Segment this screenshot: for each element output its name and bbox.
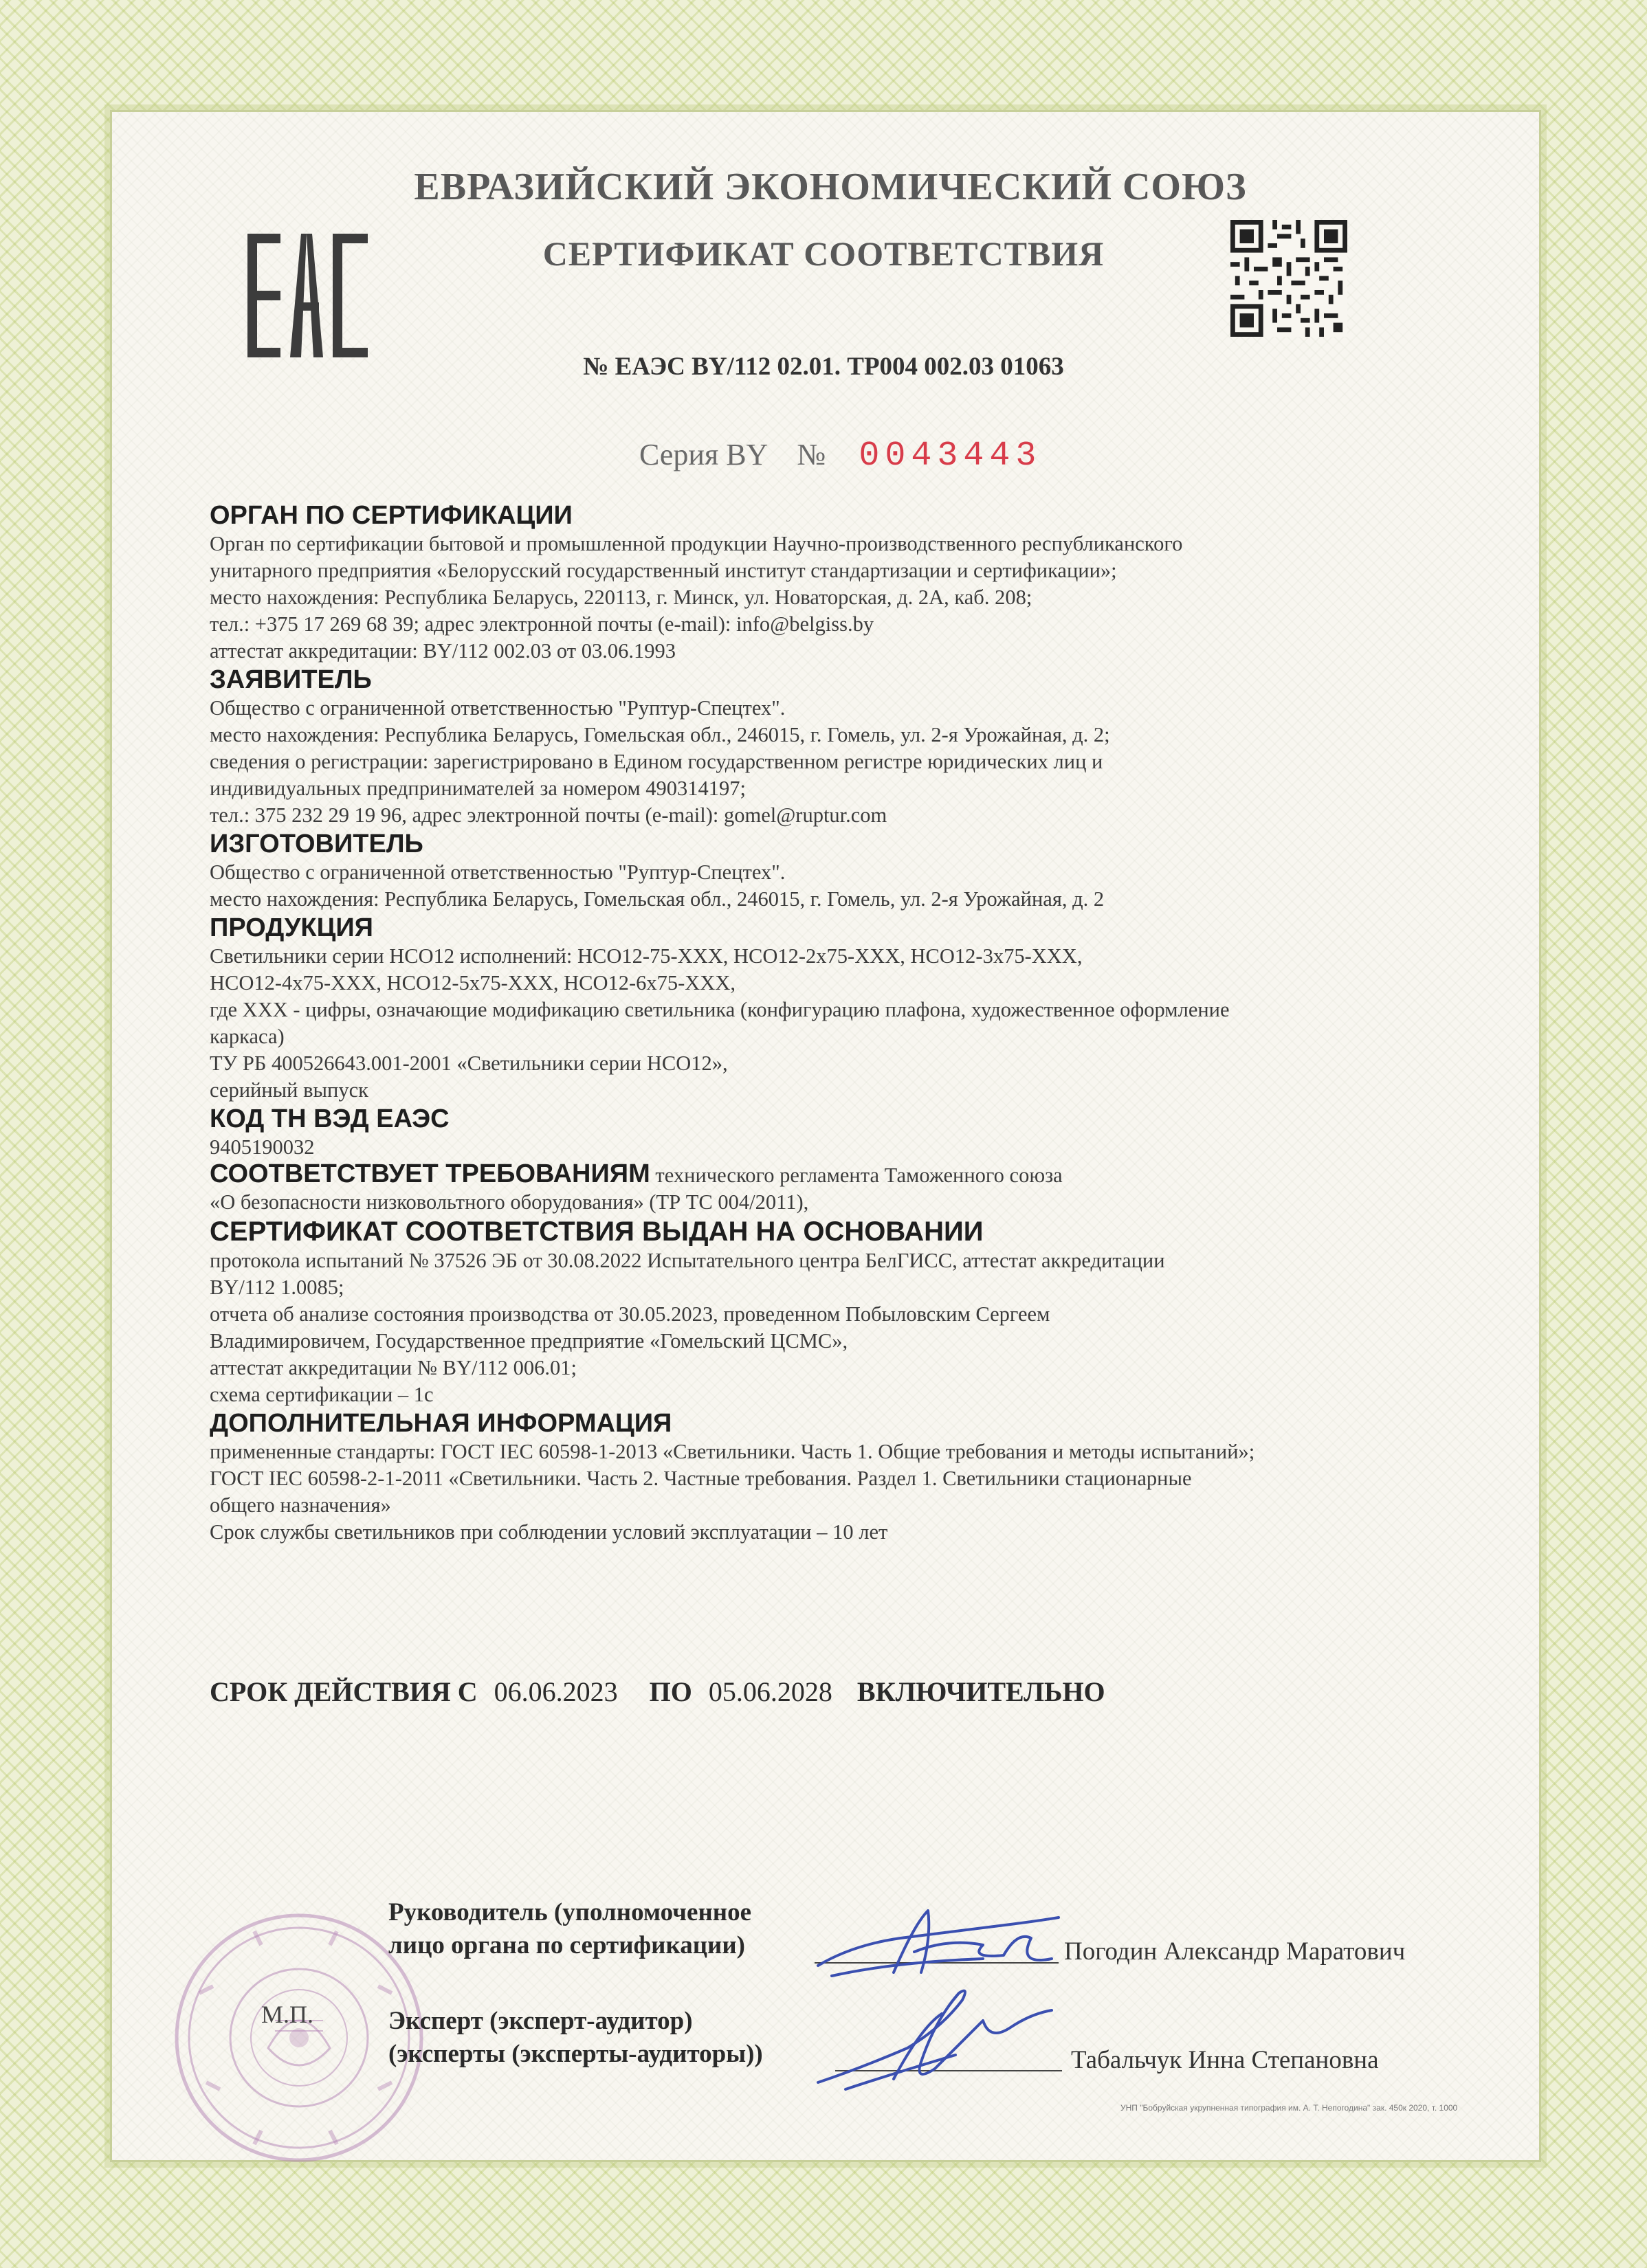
organ-line: место нахождения: Республика Беларусь, 220113, г. Минск, ул. Новаторская, д. 2А, каб. 208;	[210, 586, 1032, 609]
validity-inclusive: ВКЛЮЧИТЕЛЬНО	[856, 1676, 1105, 1707]
validity-period	[210, 1676, 1105, 1708]
conformity-inline-text: технического регламента Таможенного союза	[655, 1164, 1063, 1187]
head-signature-icon	[811, 1897, 1072, 1986]
product-line: где ХХХ - цифры, означающие модификацию светильника (конфигурацию плафона, художественное оформление	[210, 998, 1230, 1021]
organ-line: тел.: +375 17 269 68 39; адрес электронной почты (e-mail): info@belgiss.by	[210, 612, 874, 636]
code-heading: КОД ТН ВЭД ЕАЭС	[210, 1104, 450, 1133]
expert-signature-icon	[804, 1979, 1079, 2096]
applicant-line: индивидуальных предпринимателей за номером 490314197;	[210, 777, 746, 800]
basis-line: отчета об анализе состояния производства от 30.05.2023, проведенном Побыловским Сергеем	[210, 1302, 1050, 1326]
product-line: Светильники серии НСО12 исполнений: НСО12-75-ХХХ, НСО12-2х75-ХХХ, НСО12-3х75-ХХХ,	[210, 944, 1083, 968]
head-label-1: Руководитель (уполномоченное	[388, 1898, 752, 1926]
basis-line: Владимировичем, Государственное предприятие «Гомельский ЦСМС»,	[210, 1329, 848, 1353]
basis-line: протокола испытаний № 37526 ЭБ от 30.08.2022 Испытательного центра БелГИСС, аттестат аккредитации	[210, 1249, 1165, 1272]
applicant-heading: ЗАЯВИТЕЛЬ	[210, 665, 372, 694]
applicant-line: тел.: 375 232 29 19 96, адрес электронной почты (e-mail): gomel@ruptur.com	[210, 803, 887, 827]
series-number: 0043443	[859, 436, 1042, 476]
product-heading: ПРОДУКЦИЯ	[210, 913, 373, 942]
basis-line: BY/112 1.0085;	[210, 1276, 344, 1299]
conformity-line-2: «О безопасности низковольтного оборудования» (ТР ТС 004/2011),	[210, 1190, 809, 1214]
applicant-line: сведения о регистрации: зарегистрировано в Едином государственном регистре юридических лиц и	[210, 750, 1103, 773]
series-label: Серия BY	[639, 438, 769, 471]
union-title: ЕВРАЗИЙСКИЙ ЭКОНОМИЧЕСКИЙ СОЮЗ	[414, 166, 1247, 208]
manufacturer-heading: ИЗГОТОВИТЕЛЬ	[210, 830, 423, 858]
product-line: НСО12-4х75-ХХХ, НСО12-5х75-ХХХ, НСО12-6х75-ХХХ,	[210, 971, 736, 994]
certificate-number: № ЕАЭС BY/112 02.01. ТР004 002.03 01063	[583, 353, 1064, 381]
code-value: 9405190032	[210, 1135, 315, 1159]
basis-line: схема сертификации – 1с	[210, 1383, 434, 1406]
additional-heading: ДОПОЛНИТЕЛЬНАЯ ИНФОРМАЦИЯ	[210, 1409, 672, 1438]
head-name: Погодин Александр Маратович	[1064, 1937, 1406, 1966]
product-line: ТУ РБ 400526643.001-2001 «Светильники серии НСО12»,	[210, 1052, 728, 1075]
conformity-heading: СООТВЕТСТВУЕТ ТРЕБОВАНИЯМ	[210, 1159, 650, 1188]
validity-from-date: 06.06.2023	[494, 1676, 618, 1707]
head-label-2: лицо органа по сертификации)	[388, 1931, 745, 1959]
basis-line: аттестат аккредитации № BY/112 006.01;	[210, 1356, 577, 1379]
manufacturer-line: Общество с ограниченной ответственностью "Руптур-Спецтех".	[210, 860, 786, 884]
conformity-line	[210, 1161, 1502, 1189]
expert-name: Табальчук Инна Степановна	[1071, 2046, 1379, 2074]
product-line: серийный выпуск	[210, 1078, 368, 1102]
organ-line: аттестат аккредитации: BY/112 002.03 от 03.06.1993	[210, 639, 676, 663]
document-title: СЕРТИФИКАТ СООТВЕТСТВИЯ	[542, 234, 1105, 273]
manufacturer-line: место нахождения: Республика Беларусь, Гомельская обл., 246015, г. Гомель, ул. 2-я Урожайная, д. 2	[210, 887, 1105, 911]
printer-imprint: УНП "Бобруйская укрупненная типография им. А. Т. Непогодина" зак. 450к 2020, т. 1000	[1120, 2103, 1458, 2113]
expert-label-2: (эксперты (эксперты-аудиторы))	[388, 2040, 763, 2068]
qr-code-icon	[1230, 220, 1347, 337]
basis-heading: СЕРТИФИКАТ СООТВЕТСТВИЯ ВЫДАН НА ОСНОВАНИИ	[210, 1216, 984, 1247]
applicant-line: место нахождения: Республика Беларусь, Гомельская обл., 246015, г. Гомель, ул. 2-я Урожайная, д. 2;	[210, 723, 1110, 746]
organ-line: унитарного предприятия «Белорусский государственный институт стандартизации и сертификации»;	[210, 559, 1117, 582]
additional-line: примененные стандарты: ГОСТ IEC 60598-1-2013 «Светильники. Часть 1. Общие требования и методы испытаний»;	[210, 1440, 1255, 1463]
certificate-body	[210, 500, 1502, 1546]
stamp-place-label: М.П.	[261, 2001, 314, 2028]
series-no-sign: №	[797, 438, 826, 471]
series-line	[639, 436, 1041, 476]
additional-line: Срок службы светильников при соблюдении условий эксплуатации – 10 лет	[210, 1520, 888, 1544]
validity-to-date: 05.06.2028	[708, 1676, 832, 1707]
organ-line: Орган по сертификации бытовой и промышленной продукции Научно-производственного республиканского	[210, 532, 1183, 555]
expert-label-1: Эксперт (эксперт-аудитор)	[388, 2007, 693, 2035]
additional-line: общего назначения»	[210, 1493, 391, 1517]
validity-from-label: СРОК ДЕЙСТВИЯ С	[210, 1676, 478, 1707]
additional-line: ГОСТ IEC 60598-2-1-2011 «Светильники. Часть 2. Частные требования. Раздел 1. Светильники стационарные	[210, 1467, 1192, 1490]
organ-heading: ОРГАН ПО СЕРТИФИКАЦИИ	[210, 501, 573, 530]
validity-to-label: ПО	[649, 1676, 692, 1707]
product-line: каркаса)	[210, 1025, 285, 1048]
applicant-line: Общество с ограниченной ответственностью "Руптур-Спецтех".	[210, 696, 786, 720]
